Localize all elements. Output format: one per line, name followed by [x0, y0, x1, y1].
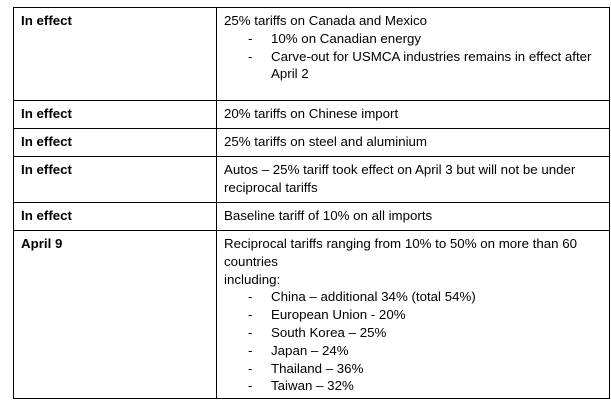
list-item-text: Thailand – 36% [271, 360, 364, 376]
list-item [224, 288, 603, 306]
table-row [14, 231, 610, 399]
table-row [14, 129, 610, 157]
table-row [14, 8, 610, 101]
description-text: Reciprocal tariffs ranging from 10% to 50% on more than 60 countries [224, 236, 578, 269]
list-item [224, 48, 603, 84]
list-item-text: Carve-out for USMCA industries remains in effect after April 2 [271, 48, 592, 82]
bullet-list [224, 288, 603, 395]
tariff-status-table [13, 7, 610, 399]
dash-marker: - [248, 48, 253, 64]
dash-marker: - [248, 289, 253, 305]
description-text: Baseline tariff of 10% on all imports [224, 208, 433, 223]
list-item [224, 342, 603, 360]
bullet-list [224, 30, 603, 83]
table-row [14, 101, 610, 129]
list-item [224, 306, 603, 324]
status-cell: In effect [14, 203, 217, 231]
description-text: 25% tariffs on Canada and Mexico [224, 13, 428, 28]
list-item-text: China – additional 34% (total 54%) [271, 289, 476, 305]
dash-marker: - [248, 324, 253, 340]
table-row [14, 157, 610, 203]
list-item-text: South Korea – 25% [271, 324, 387, 340]
dash-marker: - [248, 307, 253, 323]
list-item-text: 10% on Canadian energy [271, 30, 422, 46]
table-row [14, 203, 610, 231]
list-item-text: European Union - 20% [271, 307, 406, 323]
list-item-text: Japan – 24% [271, 342, 349, 358]
description-cell [217, 8, 610, 101]
status-cell: In effect [14, 157, 217, 203]
status-cell: In effect [14, 101, 217, 129]
dash-marker: - [248, 30, 253, 46]
dash-marker: - [248, 360, 253, 376]
description-cell [217, 231, 610, 399]
description-text: 25% tariffs on steel and aluminium [224, 134, 428, 149]
description-cell [217, 101, 610, 129]
dash-marker: - [248, 378, 253, 394]
list-item [224, 377, 603, 395]
dash-marker: - [248, 342, 253, 358]
description-extra-text: including: [224, 271, 281, 287]
status-cell: In effect [14, 129, 217, 157]
description-cell [217, 129, 610, 157]
list-item-text: Taiwan – 32% [271, 378, 354, 394]
description-cell [217, 157, 610, 203]
list-item [224, 360, 603, 378]
description-text: 20% tariffs on Chinese import [224, 106, 399, 121]
description-text: Autos – 25% tariff took effect on April 3 but will not be under reciprocal tariffs [224, 162, 576, 195]
status-cell: April 9 [14, 231, 217, 399]
list-item [224, 30, 603, 48]
status-cell: In effect [14, 8, 217, 101]
list-item [224, 324, 603, 342]
description-cell [217, 203, 610, 231]
